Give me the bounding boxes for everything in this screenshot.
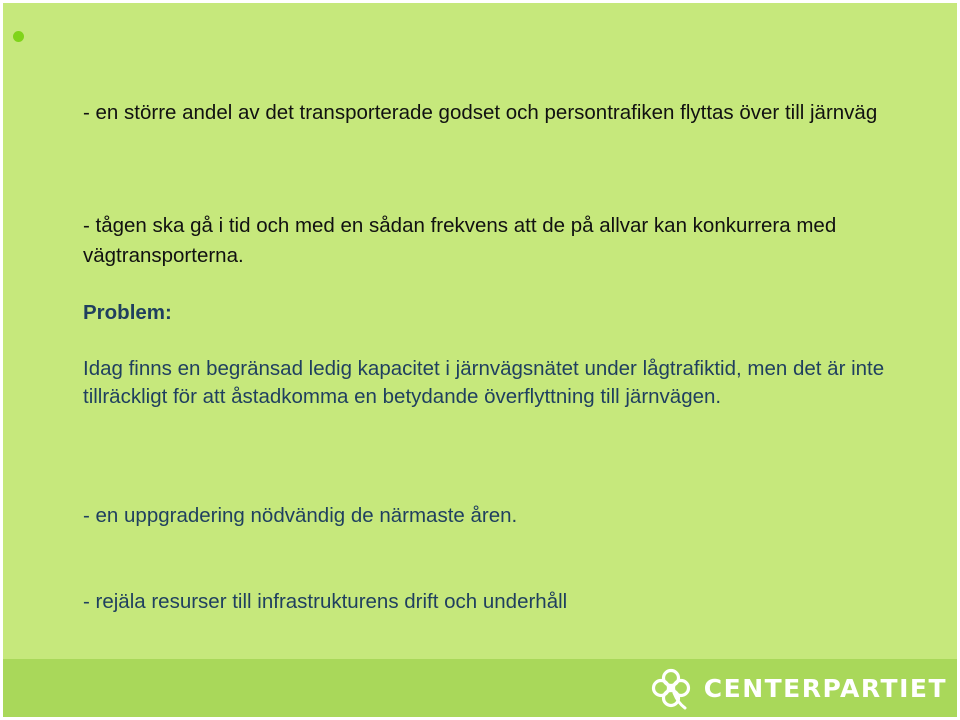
- paragraph-resources: - rejäla resurser till infrastrukturens drift och underhåll: [83, 590, 568, 613]
- bullet-dot-icon: [13, 31, 24, 42]
- paragraph-train-punctuality: - tågen ska gå i tid och med en sådan frekvens att de på allvar kan konkurrera med vägtransporterna.: [83, 214, 837, 267]
- paragraph-rail-shift: - en större andel av det transporterade godset och persontrafiken flyttas över till järnväg: [83, 101, 878, 124]
- brand-name: CENTERPARTIET: [703, 673, 947, 703]
- brand-logo: [648, 665, 947, 711]
- slide: [3, 3, 957, 717]
- footer-band: [3, 659, 957, 717]
- clover-logo-icon: [648, 665, 694, 711]
- paragraph-upgrade: - en uppgradering nödvändig de närmaste åren.: [83, 504, 518, 527]
- problem-heading: Problem:: [83, 301, 172, 324]
- paragraph-capacity: Idag finns en begränsad ledig kapacitet i järnvägsnätet under lågtrafiktid, men det är inte tillräckligt för att åstadkomma en betydande överflyttning till järnvägen.: [83, 357, 885, 408]
